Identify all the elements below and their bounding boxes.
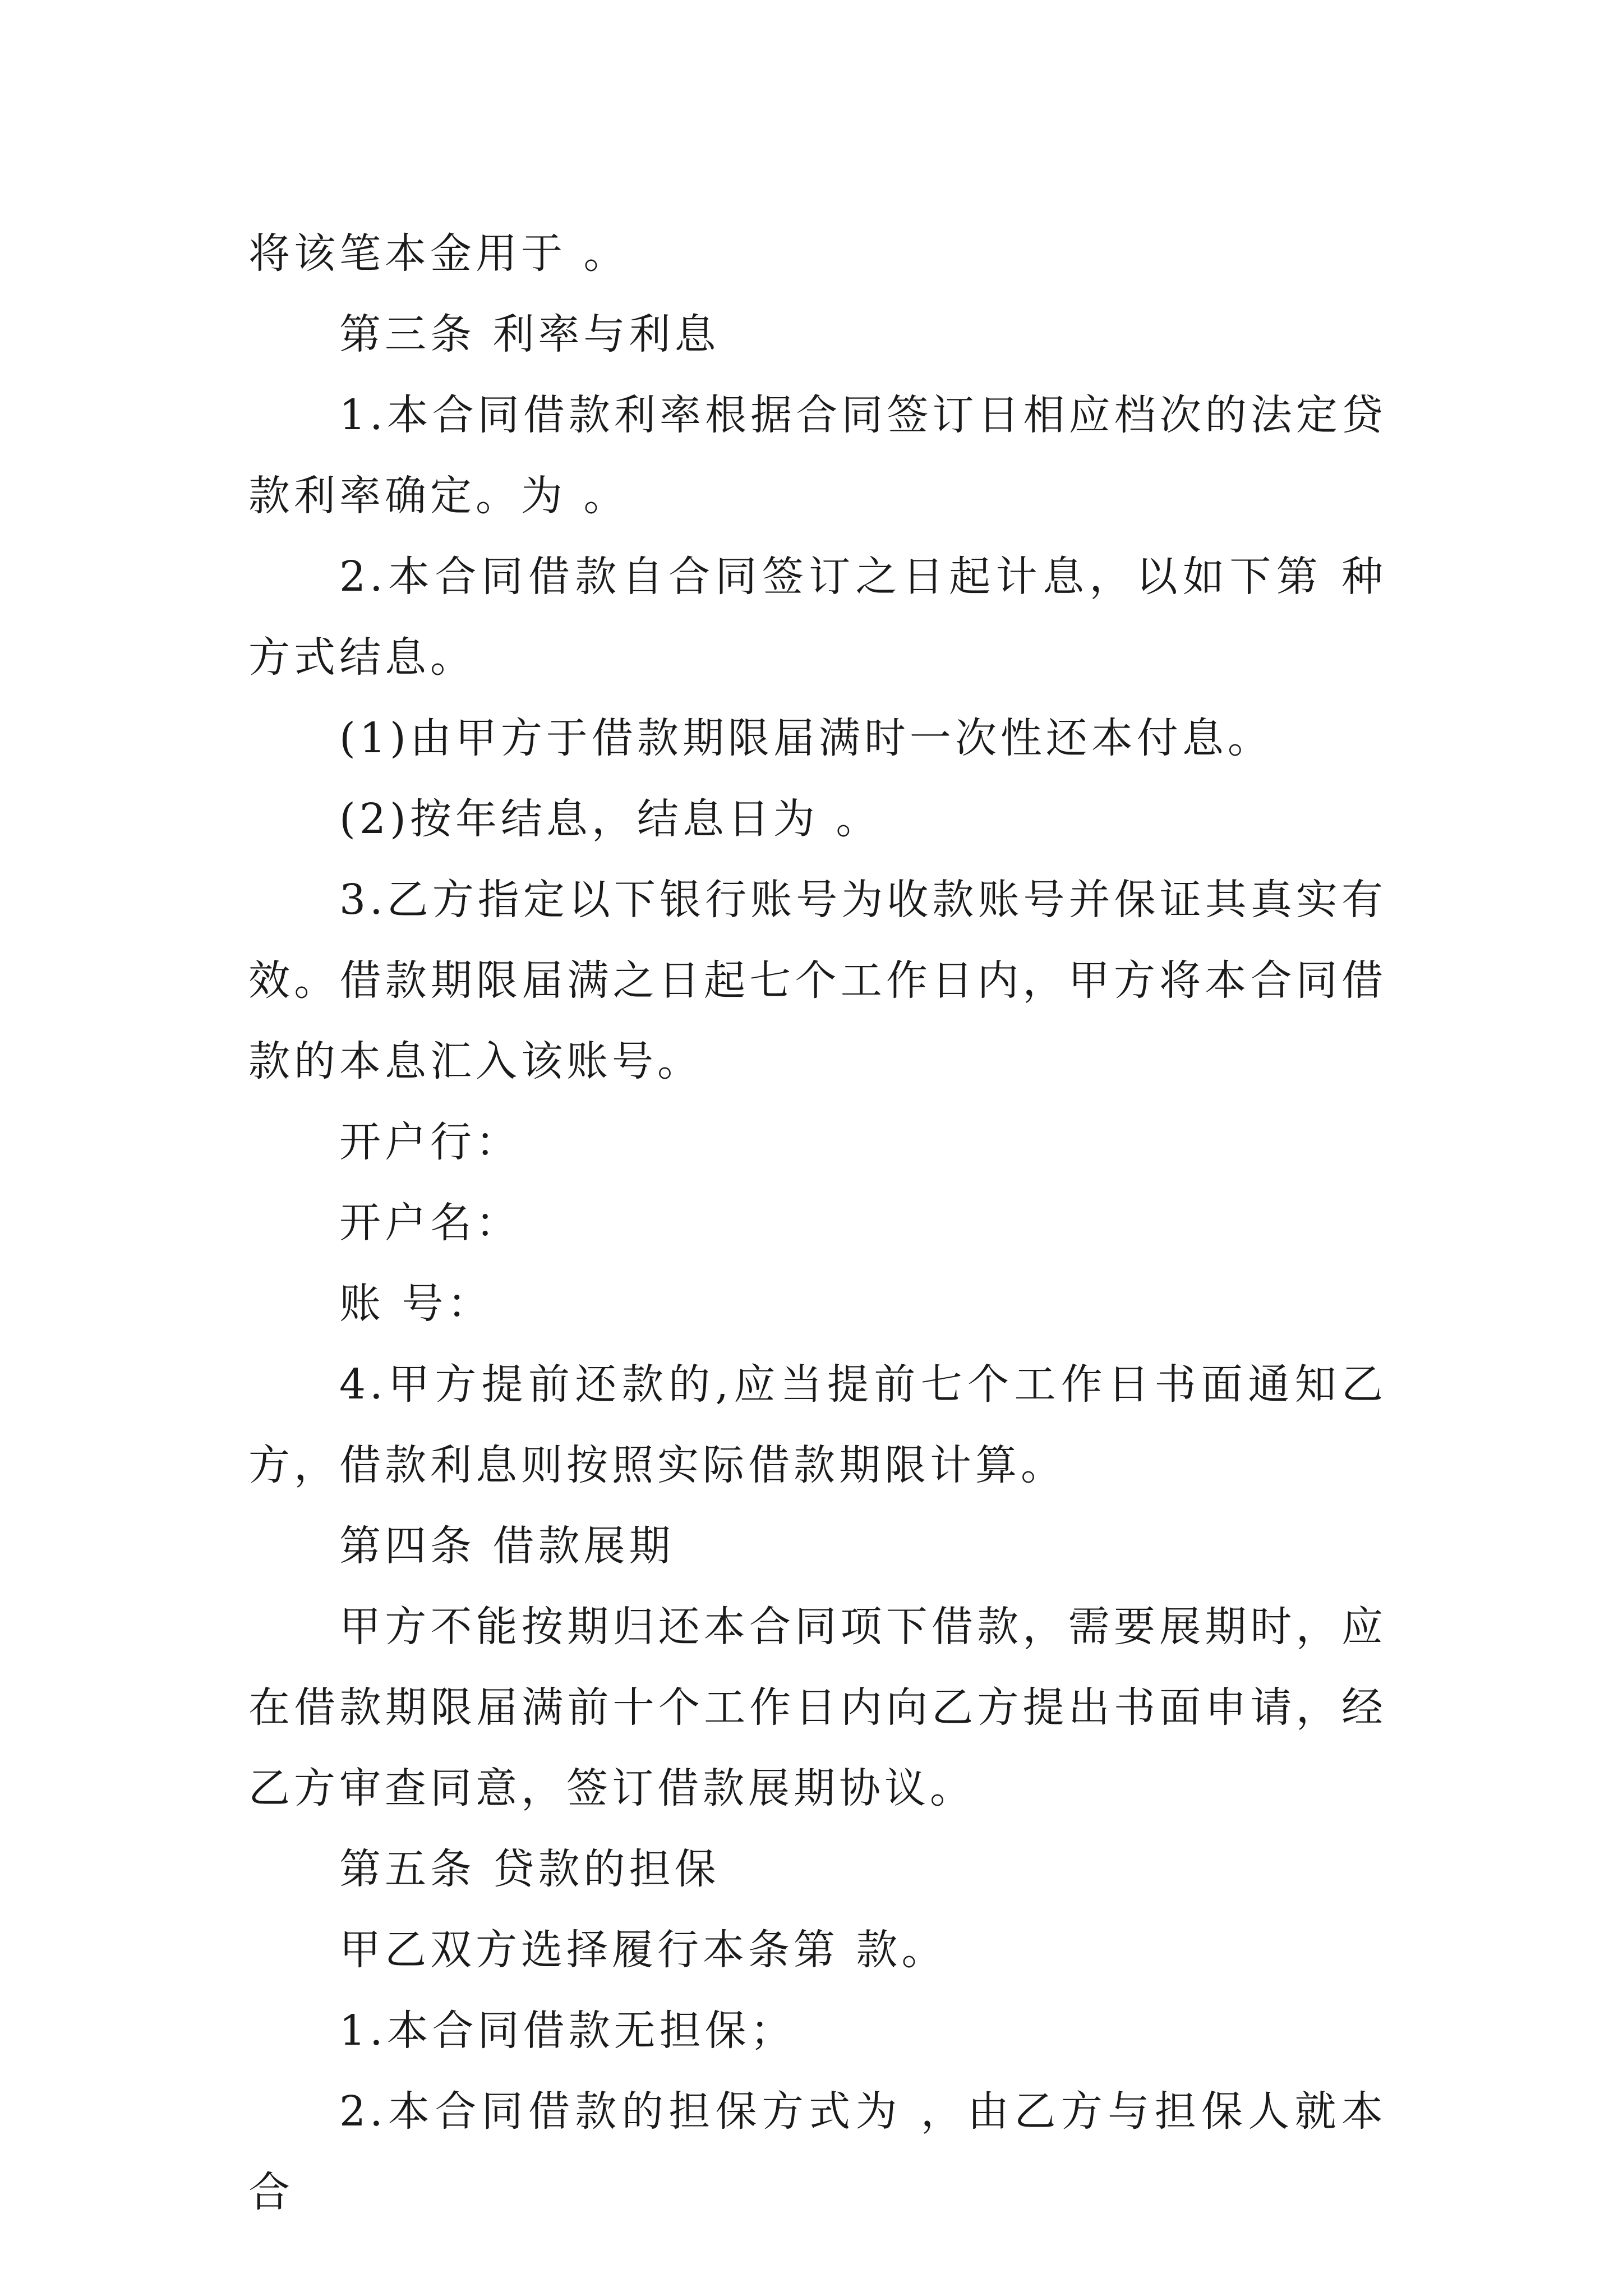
paragraph-guarantee-method: 2.本合同借款的担保方式为 ，由乙方与担保人就本合 (248, 2087, 1387, 2216)
paragraph-option-2: (2)按年结息，结息日为 。 (339, 795, 882, 843)
paragraph-interest-rate: 1.本合同借款利率根据合同签订日相应档次的法定贷款利率确定。为 。 (248, 391, 1387, 520)
field-account-name: 开户名： (339, 1199, 521, 1247)
field-account-number: 账 号： (339, 1280, 493, 1328)
paragraph-interest-method: 2.本合同借款自合同签订之日起计息，以如下第 种方式结息。 (248, 553, 1387, 682)
heading-article-4: 第四条 借款展期 (339, 1522, 675, 1570)
heading-article-3: 第三条 利率与利息 (339, 310, 720, 358)
paragraph-early-repayment: 4.甲方提前还款的,应当提前七个工作日书面通知乙方，借款利息则按照实际借款期限计算。 (248, 1360, 1387, 1489)
field-bank-name: 开户行： (339, 1118, 521, 1166)
paragraph-bank-account: 3.乙方指定以下银行账号为收款账号并保证其真实有效。借款期限届满之日起七个工作日内，甲方将本合同借款的本息汇入该账号。 (248, 876, 1387, 1085)
document-body (248, 213, 1387, 2233)
paragraph-loan-purpose: 将该笔本金用于 。 (248, 229, 629, 278)
heading-article-5: 第五条 贷款的担保 (339, 1845, 720, 1893)
paragraph-no-guarantee: 1.本合同借款无担保； (339, 2007, 796, 2055)
paragraph-extension: 甲方不能按期归还本合同项下借款，需要展期时，应在借款期限届满前十个工作日内向乙方提出书面申请，经乙方审查同意，签订借款展期协议。 (248, 1603, 1387, 1812)
paragraph-option-1: (1)由甲方于借款期限届满时一次性还本付息。 (339, 714, 1273, 762)
paragraph-guarantee-choice: 甲乙双方选择履行本条第 款。 (339, 1926, 947, 1974)
